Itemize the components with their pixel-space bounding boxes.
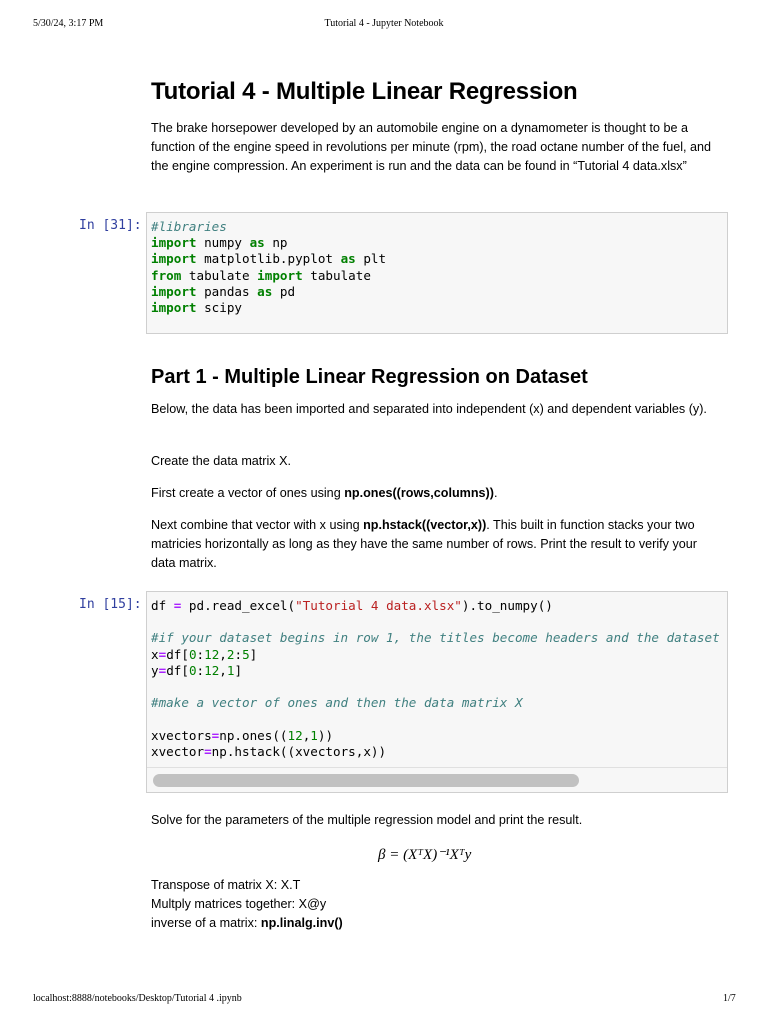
print-page-number: 1/7 bbox=[723, 993, 736, 1004]
code-line: #libraries bbox=[151, 219, 227, 234]
part1-heading: Part 1 - Multiple Linear Regression on Dataset bbox=[151, 366, 588, 388]
cell2-prompt: In [15]: bbox=[79, 597, 142, 612]
regression-formula: β = (XᵀX)⁻¹Xᵀy bbox=[378, 847, 472, 863]
code-cell-1[interactable] bbox=[146, 212, 728, 334]
print-url: localhost:8888/notebooks/Desktop/Tutorial 4 .ipynb bbox=[33, 993, 242, 1004]
code-cell-2[interactable] bbox=[146, 591, 728, 793]
cell1-prompt: In [31]: bbox=[79, 218, 142, 233]
scrollbar-thumb[interactable] bbox=[153, 774, 579, 787]
print-datetime: 5/30/24, 3:17 PM bbox=[33, 18, 104, 29]
transpose-line: Transpose of matrix X: X.T bbox=[151, 878, 301, 892]
inverse-line: inverse of a matrix: np.linalg.inv() bbox=[151, 916, 343, 930]
part1-paragraph-4: Next combine that vector with x using np.hstack((vector,x)). This built in function stacks your two matricies horizontally as long as they have the same number of rows. Print the result to verify your data matrix. bbox=[151, 518, 697, 570]
part1-paragraph-2: Create the data matrix X. bbox=[151, 454, 291, 468]
part1-paragraph-3: First create a vector of ones using np.ones((rows,columns)). bbox=[151, 486, 498, 500]
intro-paragraph: The brake horsepower developed by an automobile engine on a dynamometer is thought to be a function of the engine speed in revolutions per minute (rpm), the road octane number of the fuel, and the engine compression. An experiment is run and the data can be found in “Tutorial 4 data.xlsx” bbox=[151, 121, 712, 173]
code-cell-1-source[interactable]: #libraries import numpy as np import matplotlib.pyplot as plt from tabulate import tabulate import pandas as pd import scipy bbox=[151, 219, 387, 316]
code-cell-2-source[interactable]: df = pd.read_excel("Tutorial 4 data.xlsx").to_numpy() #if your dataset begins in row 1, the titles become headers and the dataset x=df[0:12,2:5] y=df[0:12,1] #make a vector of ones and then the data matrix X xvectors=np.ones((12,1)) xvector=np.hstack((xvectors,x)) bbox=[151, 598, 720, 759]
solve-paragraph: Solve for the parameters of the multiple regression model and print the result. bbox=[151, 813, 583, 827]
multiply-line: Multply matrices together: X@y bbox=[151, 897, 327, 911]
page-title: Tutorial 4 - Multiple Linear Regression bbox=[151, 78, 578, 105]
horizontal-scrollbar[interactable] bbox=[147, 767, 727, 792]
print-doc-title: Tutorial 4 - Jupyter Notebook bbox=[324, 18, 444, 29]
part1-paragraph-1: Below, the data has been imported and separated into independent (x) and dependent variables (y). bbox=[151, 402, 707, 416]
